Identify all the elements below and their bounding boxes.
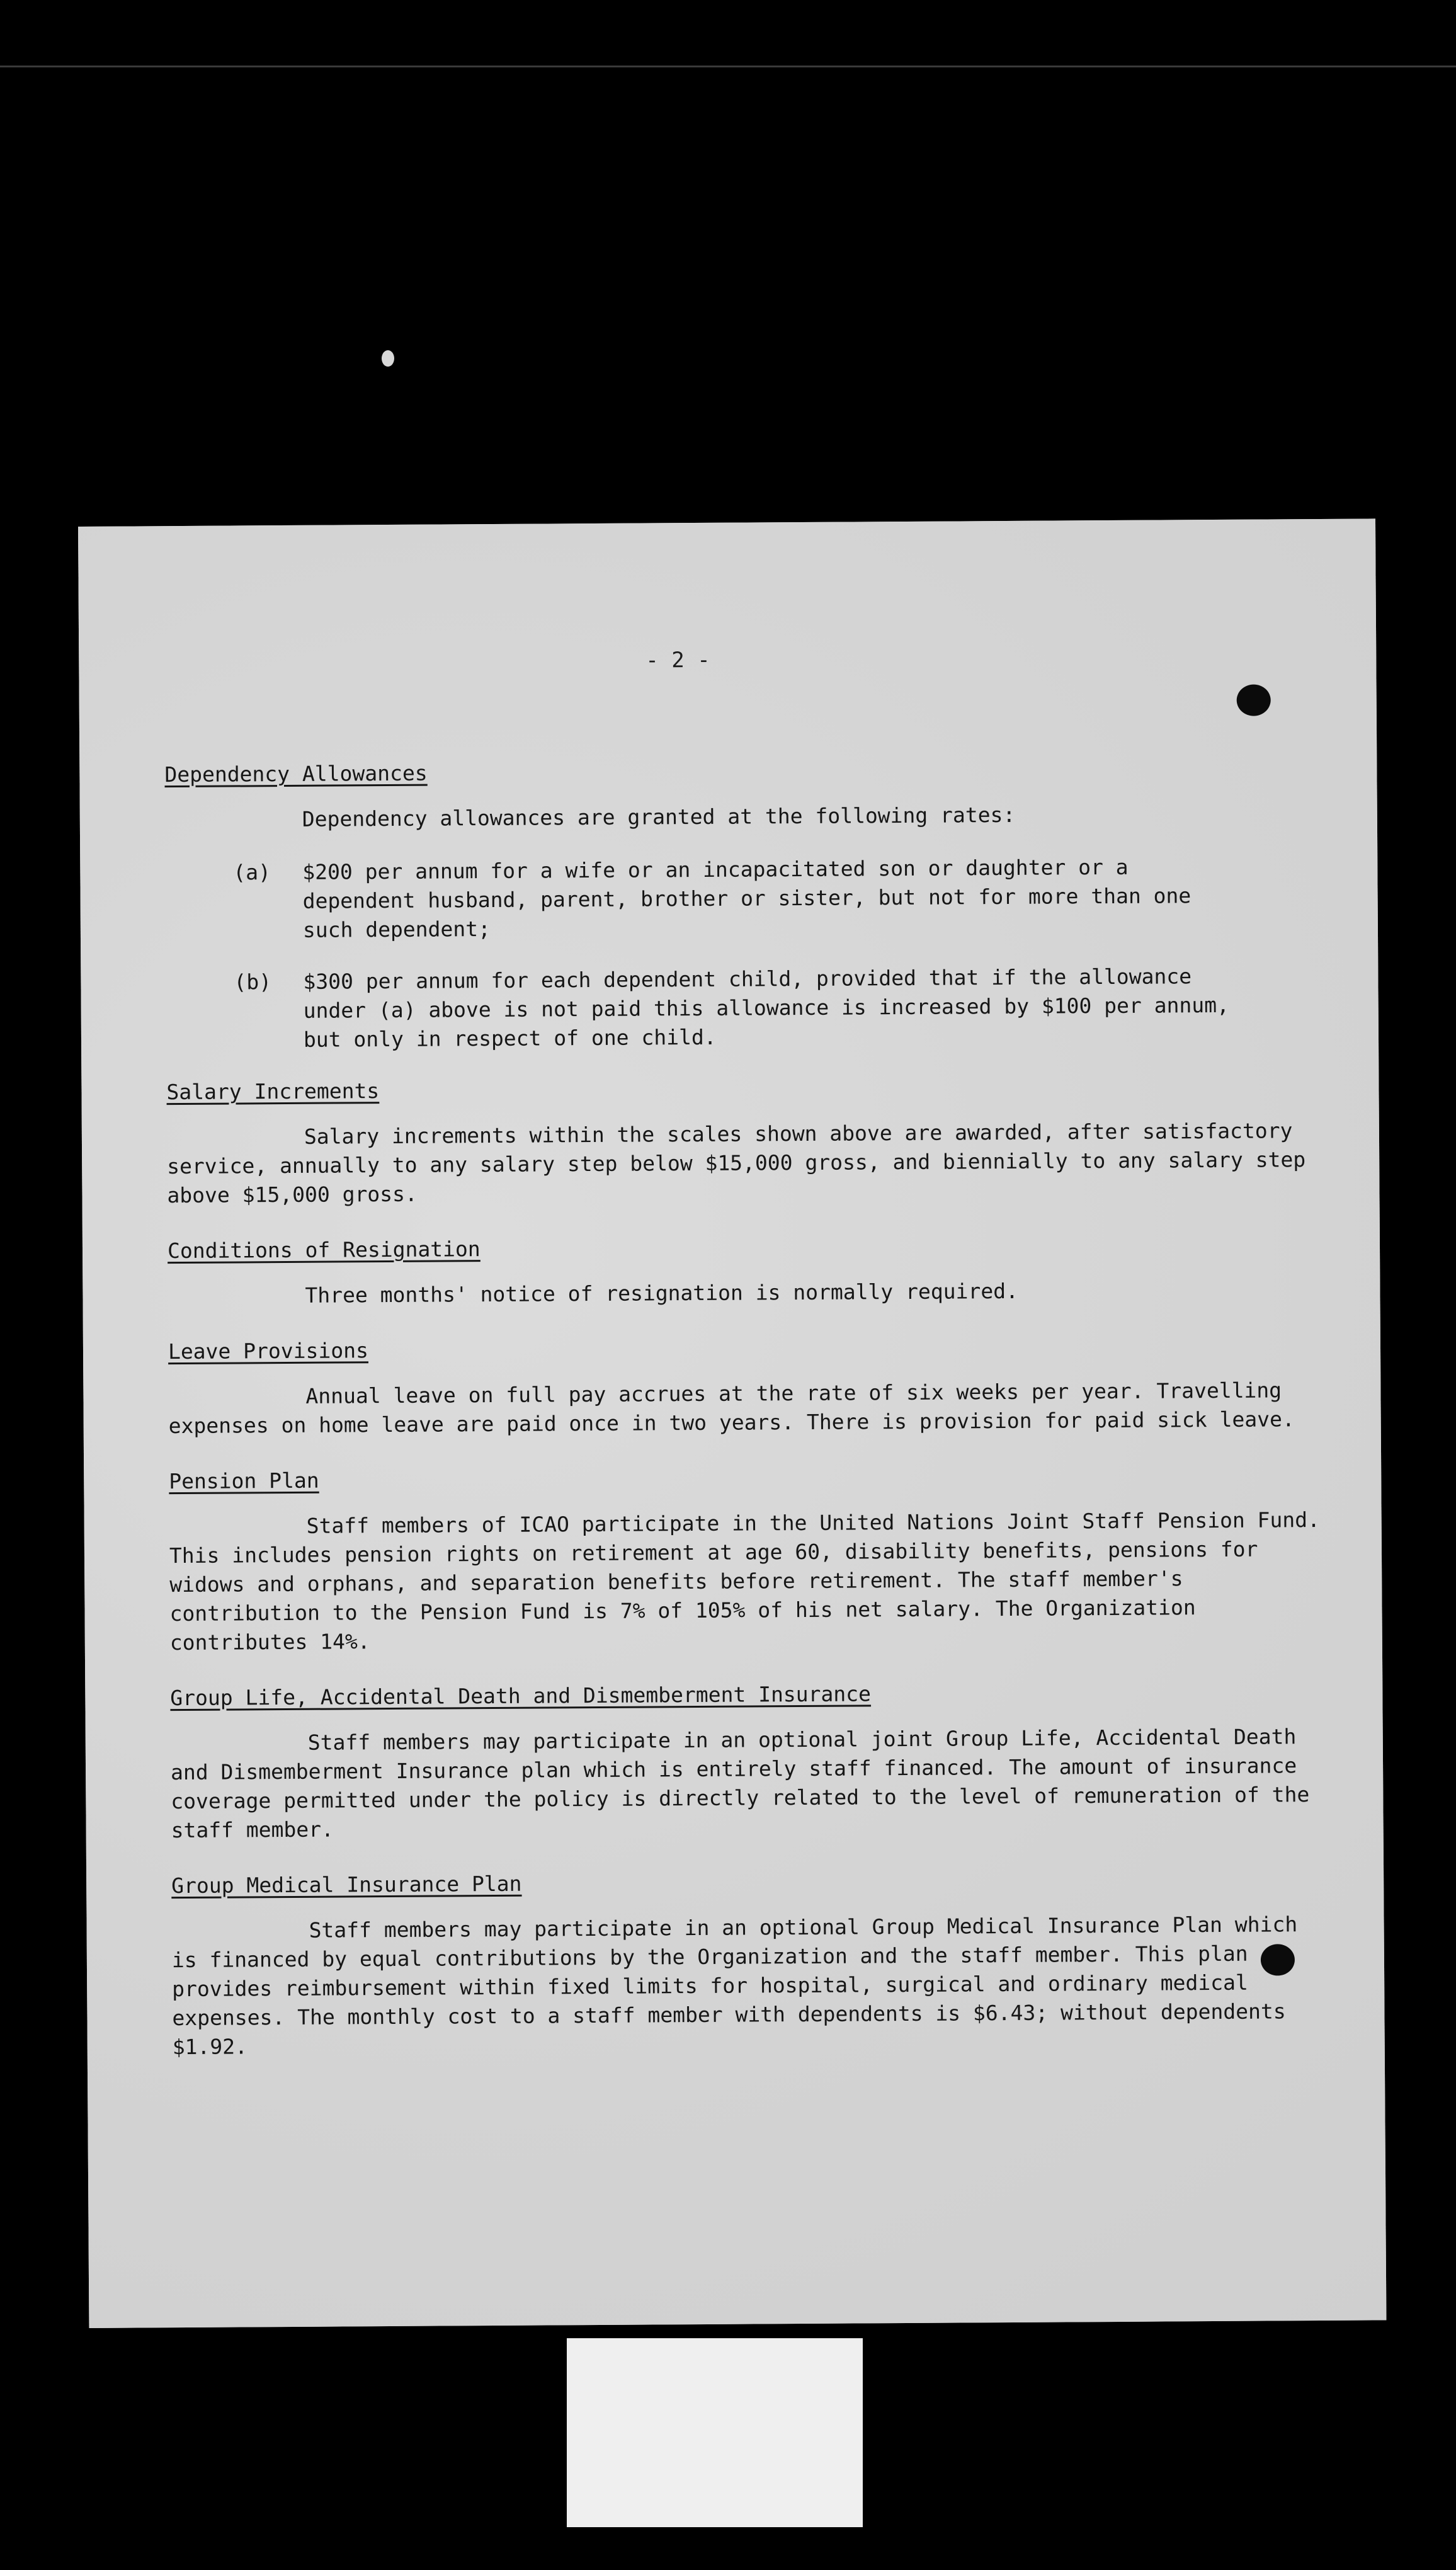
section-heading: Group Medical Insurance Plan bbox=[171, 1871, 522, 1899]
section-dependency-allowances bbox=[164, 753, 1325, 1055]
paragraph-text: Three months' notice of resignation is normally required. bbox=[305, 1278, 1019, 1308]
page-number: - 2 - bbox=[646, 647, 710, 673]
section-paragraph bbox=[171, 1910, 1331, 2062]
paragraph-text: Staff members may participate in an optional Group Medical Insurance Plan which is financed by equal contributions by the Organization and the staff member. This plan provides reimbursement within fixed limits for hospital, surgical and ordinary medical expenses. The monthly cost to a staff member with dependents is $6.43; without dependents $1.92. bbox=[171, 1912, 1298, 2060]
list-item bbox=[166, 961, 1325, 1055]
list-item-label: (b) bbox=[234, 969, 272, 995]
section-heading: Salary Increments bbox=[166, 1078, 380, 1105]
section-conditions-of-resignation bbox=[168, 1230, 1327, 1311]
section-paragraph bbox=[169, 1505, 1329, 1657]
section-heading: Pension Plan bbox=[169, 1468, 319, 1494]
section-heading: Conditions of Resignation bbox=[167, 1236, 481, 1264]
film-edge-rule bbox=[0, 66, 1456, 67]
section-intro: Dependency allowances are granted at the following rates: bbox=[302, 802, 1016, 831]
section-heading: Dependency Allowances bbox=[164, 760, 428, 787]
list-item-label: (a) bbox=[233, 860, 271, 885]
list-item-text: $200 per annum for a wife or an incapacitated son or daughter or a dependent husband, parent, brother or sister, but not for more than one such dependent; bbox=[302, 854, 1192, 942]
blank-label-slip bbox=[567, 2338, 863, 2527]
paragraph-text: Annual leave on full pay accrues at the rate of six weeks per year. Travelling expenses on home leave are paid once in two years. There is provision for paid sick leave. bbox=[168, 1378, 1295, 1439]
film-speck bbox=[382, 350, 394, 367]
section-pension-plan bbox=[169, 1460, 1329, 1657]
section-paragraph bbox=[167, 1116, 1326, 1210]
section-heading: Group Life, Accidental Death and Dismemberment Insurance bbox=[170, 1681, 872, 1711]
section-heading: Leave Provisions bbox=[168, 1338, 369, 1364]
punch-hole-top bbox=[1237, 684, 1271, 716]
section-paragraph bbox=[171, 1722, 1330, 1845]
section-salary-increments bbox=[166, 1071, 1326, 1210]
document-page bbox=[78, 518, 1386, 2328]
document-body bbox=[164, 753, 1331, 2088]
section-group-life-insurance bbox=[170, 1677, 1330, 1845]
list-item-text: $300 per annum for each dependent child, provided that if the allowance under (a) above is not paid this allowance is increased by $100 per annum, but only in respect of one child. bbox=[303, 964, 1230, 1052]
list-item bbox=[165, 852, 1324, 945]
paragraph-text: Staff members may participate in an optional joint Group Life, Accidental Death and Dismemberment Insurance plan which is entirely staff financed. The amount of insurance coverage permitted under the policy is directly related to the level of remuneration of the staff member. bbox=[170, 1724, 1310, 1843]
section-paragraph bbox=[168, 1275, 1326, 1311]
paragraph-text: Staff members of ICAO participate in the United Nations Joint Staff Pension Fund. This includes pension rights on retirement at age 60, disability benefits, pensions for widows and orphans, and separation benefits before retirement. The staff member's contribution to the Pension Fund is 7% of 105% of his net salary. The Organization contributes 14%. bbox=[169, 1507, 1321, 1655]
section-paragraph bbox=[168, 1376, 1328, 1441]
section-group-medical-insurance bbox=[171, 1865, 1331, 2062]
paragraph-text: Salary increments within the scales shown above are awarded, after satisfactory service, annually to any salary step below $15,000 gross, and biennially to any salary step above $15,000 gross. bbox=[167, 1118, 1306, 1208]
section-leave-provisions bbox=[168, 1330, 1328, 1441]
